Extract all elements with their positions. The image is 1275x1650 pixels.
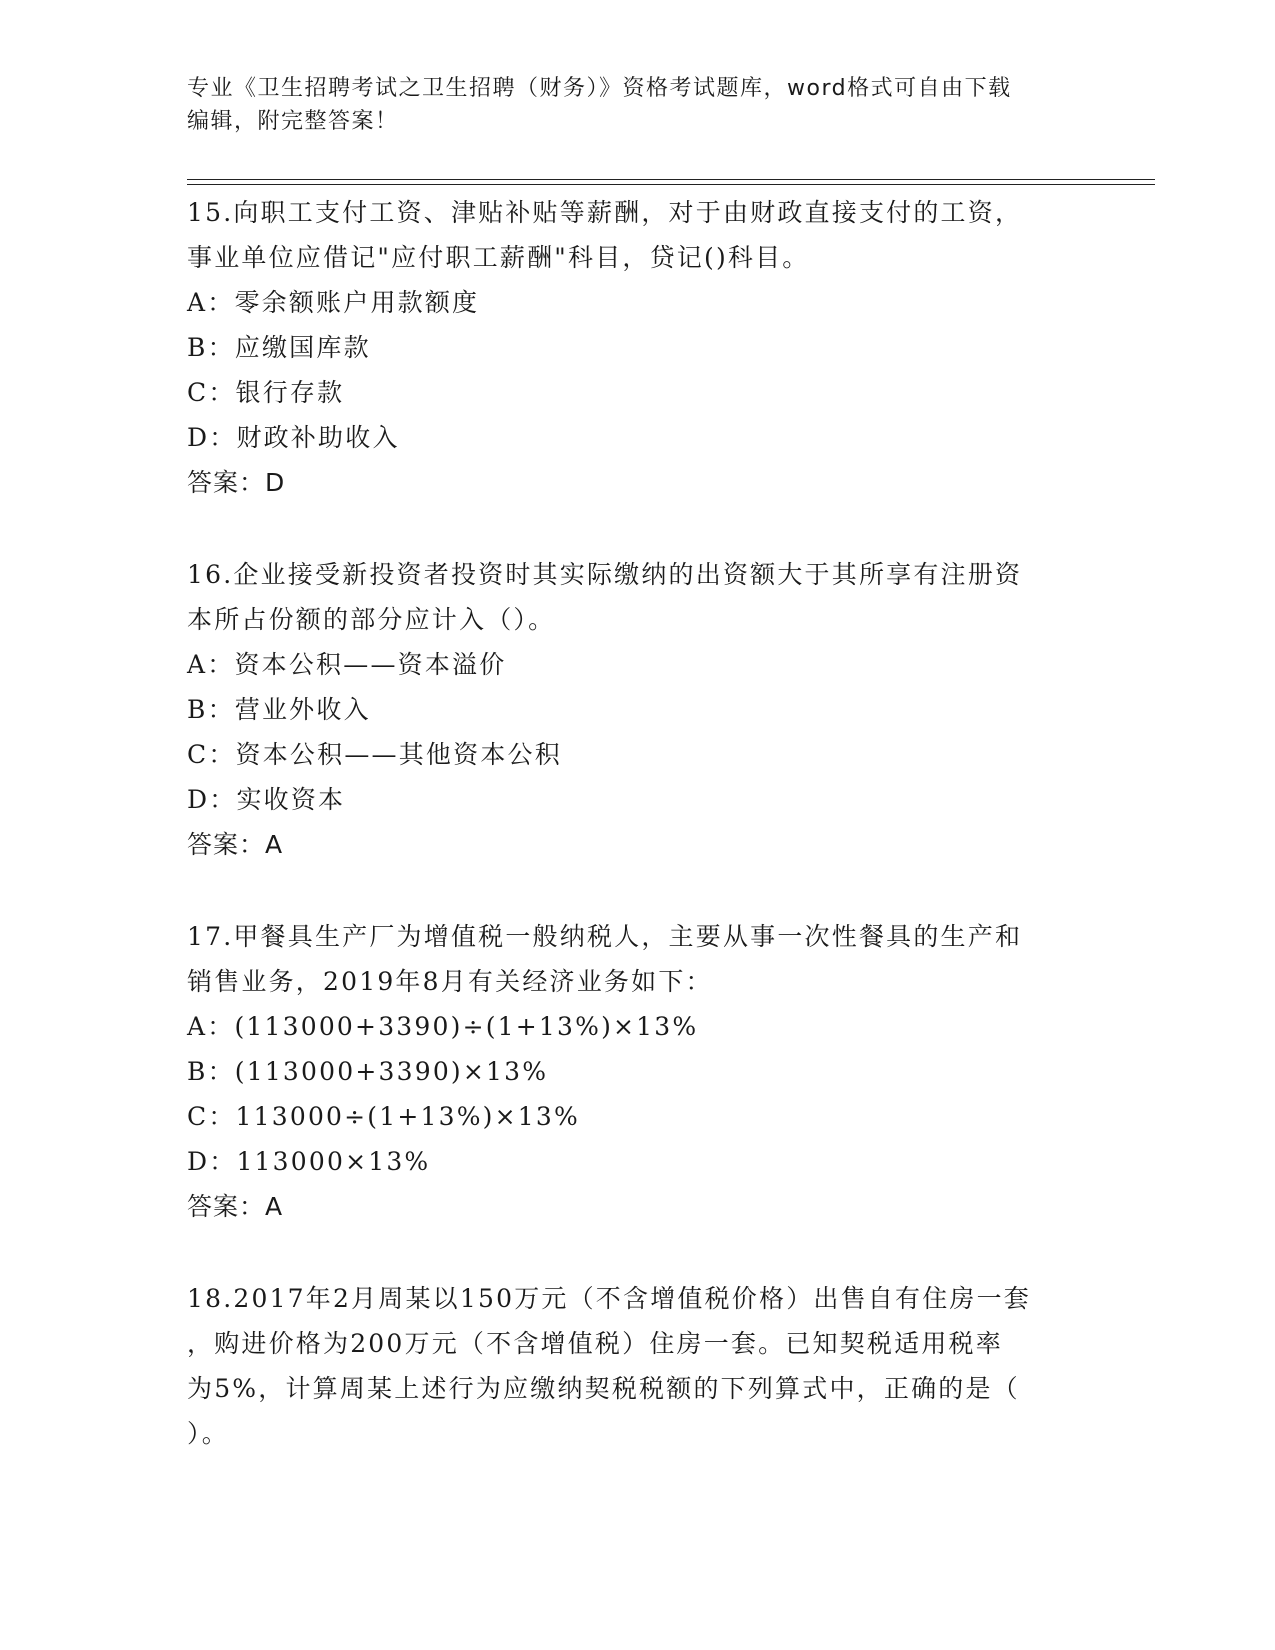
stem-line: 18.2017年2月周某以150万元（不含增值税价格）出售自有住房一套 — [187, 1284, 1032, 1313]
option-a: A：(113000+3390)÷(1+13%)×13% — [187, 1012, 699, 1041]
question-stem — [187, 1276, 1087, 1456]
option-b: B：应缴国库款 — [187, 333, 371, 362]
answer: 答案：A — [187, 1192, 284, 1221]
option-b: B：(113000+3390)×13% — [187, 1057, 549, 1086]
answer: 答案：A — [187, 830, 284, 859]
question-16 — [187, 552, 1087, 867]
header-line-2: 编辑，附完整答案！ — [187, 109, 399, 134]
stem-line: 15.向职工支付工资、津贴补贴等薪酬，对于由财政直接支付的工资， — [187, 198, 1023, 227]
option-d: D：113000×13% — [187, 1147, 431, 1176]
stem-line: 16.企业接受新投资者投资时其实际缴纳的出资额大于其所享有注册资 — [187, 560, 1023, 589]
question-17 — [187, 914, 1087, 1229]
question-15 — [187, 190, 1087, 505]
option-c: C：113000÷(1+13%)×13% — [187, 1102, 580, 1131]
header-rule-bottom — [187, 184, 1155, 185]
stem-line: ）。 — [187, 1419, 229, 1448]
answer: 答案：D — [187, 468, 286, 497]
option-d: D：实收资本 — [187, 785, 346, 814]
question-18 — [187, 1276, 1087, 1456]
document-header — [187, 72, 1077, 138]
stem-line: 本所占份额的部分应计入（）。 — [187, 605, 556, 634]
stem-line: 事业单位应借记"应付职工薪酬"科目，贷记()科目。 — [187, 243, 810, 272]
option-a: A：资本公积——资本溢价 — [187, 650, 507, 679]
stem-line: 为5%，计算周某上述行为应缴纳契税税额的下列算式中，正确的是（ — [187, 1374, 1020, 1403]
stem-line: 销售业务，2019年8月有关经济业务如下： — [187, 967, 713, 996]
option-c: C：银行存款 — [187, 378, 345, 407]
option-c: C：资本公积——其他资本公积 — [187, 740, 562, 769]
option-d: D：财政补助收入 — [187, 423, 400, 452]
question-stem — [187, 552, 1087, 642]
stem-line: ，购进价格为200万元（不含增值税）住房一套。已知契税适用税率 — [187, 1329, 1003, 1358]
header-rule-top — [187, 179, 1155, 180]
question-stem — [187, 914, 1087, 1004]
option-b: B：营业外收入 — [187, 695, 371, 724]
header-line-1: 专业《卫生招聘考试之卫生招聘（财务）》资格考试题库，word格式可自由下载 — [187, 76, 1012, 101]
question-stem — [187, 190, 1087, 280]
stem-line: 17.甲餐具生产厂为增值税一般纳税人，主要从事一次性餐具的生产和 — [187, 922, 1023, 951]
option-a: A：零余额账户用款额度 — [187, 288, 480, 317]
